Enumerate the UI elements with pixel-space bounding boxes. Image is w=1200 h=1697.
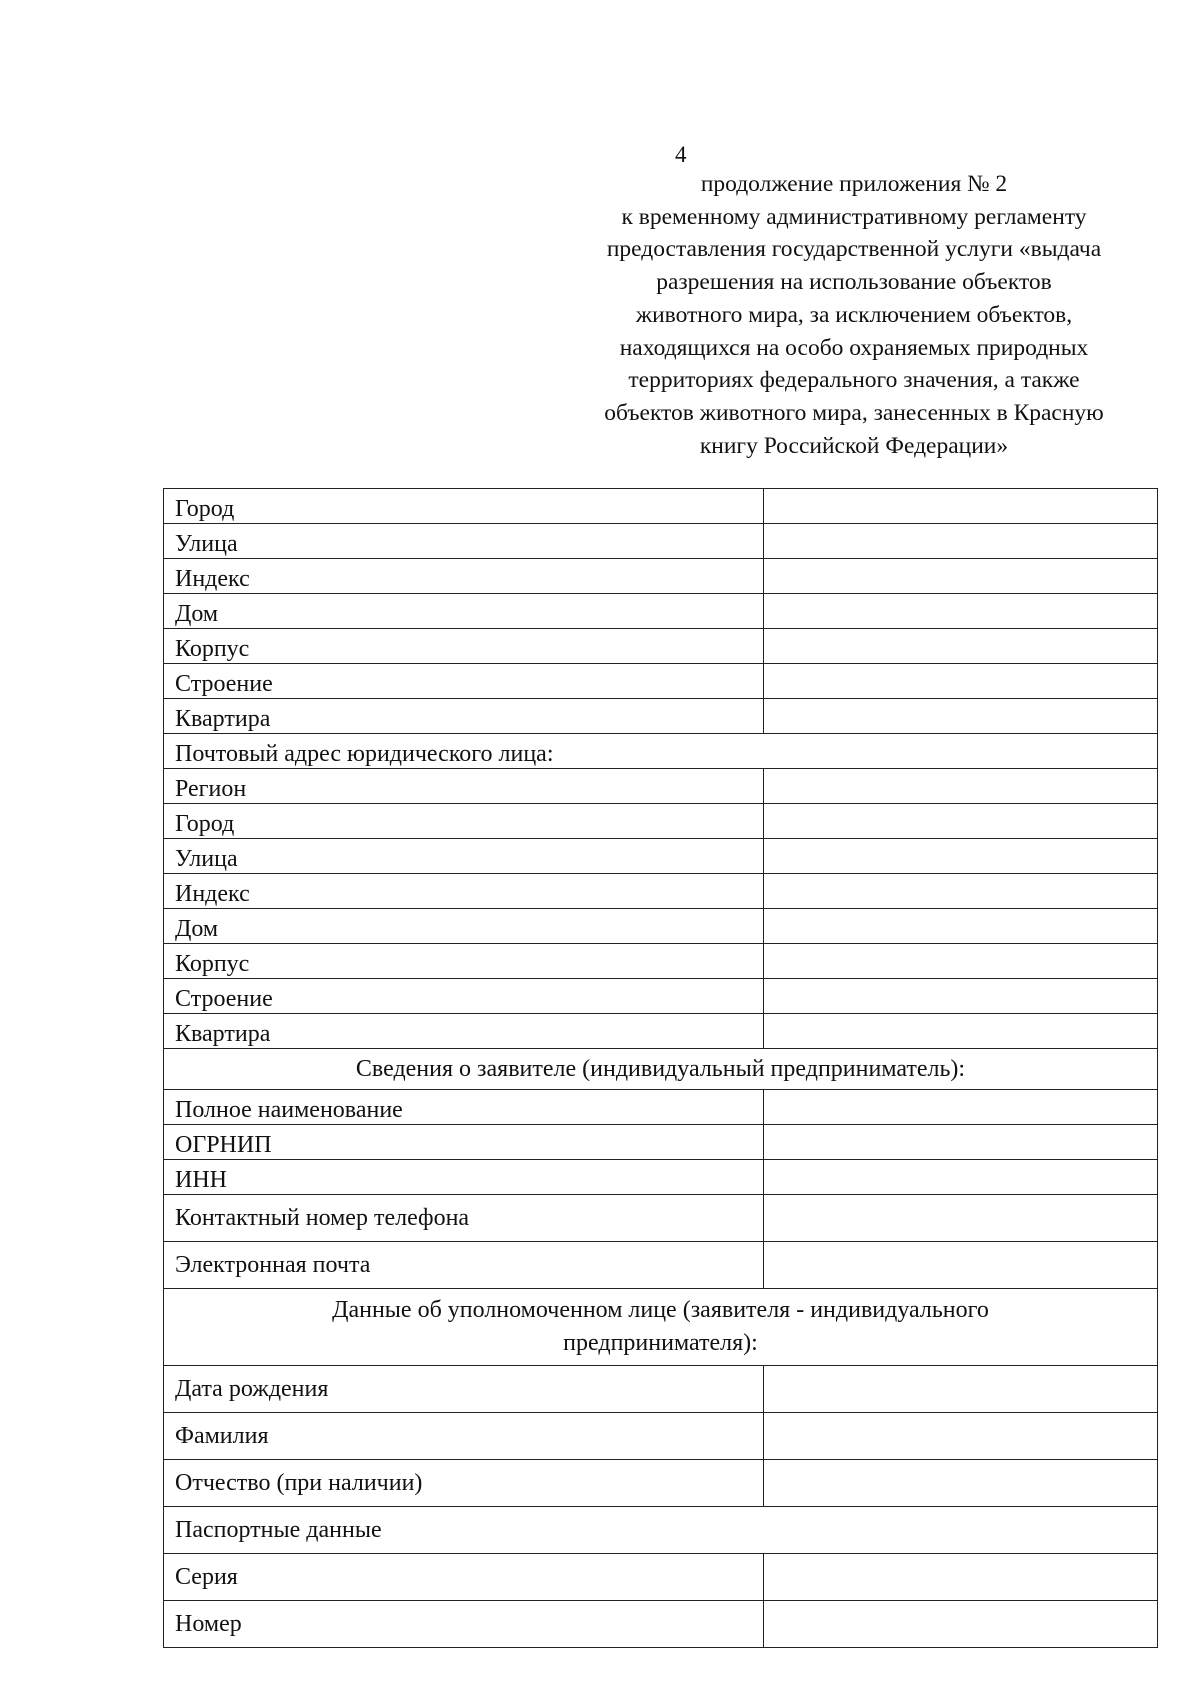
field-label-apartment: Квартира: [164, 1014, 764, 1049]
field-label-city: Город: [164, 489, 764, 524]
field-label-email: Электронная почта: [164, 1242, 764, 1289]
table-row: [164, 1090, 1158, 1125]
field-value-house[interactable]: [764, 909, 1158, 944]
header-line: книгу Российской Федерации»: [699, 432, 1009, 459]
field-value-postcode[interactable]: [764, 874, 1158, 909]
field-label-ogrnip: ОГРНИП: [164, 1125, 764, 1160]
table-row: [164, 839, 1158, 874]
field-value-inn[interactable]: [764, 1160, 1158, 1195]
field-value-house[interactable]: [764, 594, 1158, 629]
field-label-surname: Фамилия: [164, 1413, 764, 1460]
field-label-passport-series: Серия: [164, 1554, 764, 1601]
table-row: [164, 1601, 1158, 1648]
field-value-phone[interactable]: [764, 1195, 1158, 1242]
field-value-building[interactable]: [764, 629, 1158, 664]
field-label-patronymic: Отчество (при наличии): [164, 1460, 764, 1507]
field-value-birth-date[interactable]: [764, 1366, 1158, 1413]
field-label-inn: ИНН: [164, 1160, 764, 1195]
field-label-birth-date: Дата рождения: [164, 1366, 764, 1413]
field-value-street[interactable]: [764, 839, 1158, 874]
field-value-patronymic[interactable]: [764, 1460, 1158, 1507]
table-row: [164, 699, 1158, 734]
header-line: разрешения на использование объектов: [656, 269, 1052, 296]
field-value-ogrnip[interactable]: [764, 1125, 1158, 1160]
table-row: [164, 1195, 1158, 1242]
field-value-email[interactable]: [764, 1242, 1158, 1289]
field-value-postcode[interactable]: [764, 559, 1158, 594]
header-line: продолжение приложения № 2: [700, 171, 1008, 197]
table-row: [164, 1160, 1158, 1195]
field-label-street: Улица: [164, 839, 764, 874]
table-row: [164, 1366, 1158, 1413]
field-value-city[interactable]: [764, 489, 1158, 524]
field-label-postcode: Индекс: [164, 874, 764, 909]
table-row: [164, 1125, 1158, 1160]
table-row: [164, 944, 1158, 979]
field-value-apartment[interactable]: [764, 699, 1158, 734]
table-row: [164, 1014, 1158, 1049]
table-row: [164, 629, 1158, 664]
field-label-building: Корпус: [164, 944, 764, 979]
field-value-city[interactable]: [764, 804, 1158, 839]
table-row: [164, 1460, 1158, 1507]
section-row: [164, 734, 1158, 769]
table-row: [164, 489, 1158, 524]
table-row: [164, 1413, 1158, 1460]
field-label-region: Регион: [164, 769, 764, 804]
field-value-passport-series[interactable]: [764, 1554, 1158, 1601]
field-label-apartment: Квартира: [164, 699, 764, 734]
table-row: [164, 874, 1158, 909]
table-row: [164, 1242, 1158, 1289]
header-line: предоставления государственной услуги «выдача: [606, 236, 1102, 263]
header-line: территориях федерального значения, а также: [628, 367, 1080, 394]
field-value-region[interactable]: [764, 769, 1158, 804]
applicant-form-table: [163, 488, 1158, 1648]
table-row: [164, 559, 1158, 594]
field-value-passport-number[interactable]: [764, 1601, 1158, 1648]
field-label-postcode: Индекс: [164, 559, 764, 594]
table-row: [164, 979, 1158, 1014]
field-label-house: Дом: [164, 594, 764, 629]
field-label-street: Улица: [164, 524, 764, 559]
field-label-house: Дом: [164, 909, 764, 944]
field-value-structure[interactable]: [764, 979, 1158, 1014]
field-value-apartment[interactable]: [764, 1014, 1158, 1049]
page-number: 4: [675, 142, 687, 167]
field-label-building: Корпус: [164, 629, 764, 664]
header-line: находящихся на особо охраняемых природных: [619, 334, 1089, 361]
representative-section-heading: Данные об уполномоченном лице (заявителя - индивидуального предпринимателя):: [164, 1289, 1158, 1366]
section-row: [164, 1507, 1158, 1554]
field-label-structure: Строение: [164, 664, 764, 699]
table-row: [164, 664, 1158, 699]
field-value-full-name[interactable]: [764, 1090, 1158, 1125]
table-row: [164, 1554, 1158, 1601]
field-value-street[interactable]: [764, 524, 1158, 559]
header-line: объектов животного мира, занесенных в Красную: [604, 399, 1104, 426]
table-row: [164, 769, 1158, 804]
field-value-building[interactable]: [764, 944, 1158, 979]
header-line: животного мира, за исключением объектов,: [635, 301, 1073, 328]
table-row: [164, 909, 1158, 944]
entrepreneur-section-heading: Сведения о заявителе (индивидуальный предприниматель):: [164, 1049, 1158, 1090]
table-row: [164, 524, 1158, 559]
postal-address-heading: Почтовый адрес юридического лица:: [164, 734, 1158, 769]
appendix-header: [538, 168, 1170, 462]
section-row: [164, 1049, 1158, 1090]
table-row: [164, 594, 1158, 629]
field-label-passport-number: Номер: [164, 1601, 764, 1648]
header-line: к временному административному регламенту: [621, 203, 1087, 230]
section-row: [164, 1289, 1158, 1366]
field-value-structure[interactable]: [764, 664, 1158, 699]
passport-section-heading: Паспортные данные: [164, 1507, 1158, 1554]
field-value-surname[interactable]: [764, 1413, 1158, 1460]
field-label-city: Город: [164, 804, 764, 839]
field-label-phone: Контактный номер телефона: [164, 1195, 764, 1242]
field-label-full-name: Полное наименование: [164, 1090, 764, 1125]
field-label-structure: Строение: [164, 979, 764, 1014]
table-row: [164, 804, 1158, 839]
